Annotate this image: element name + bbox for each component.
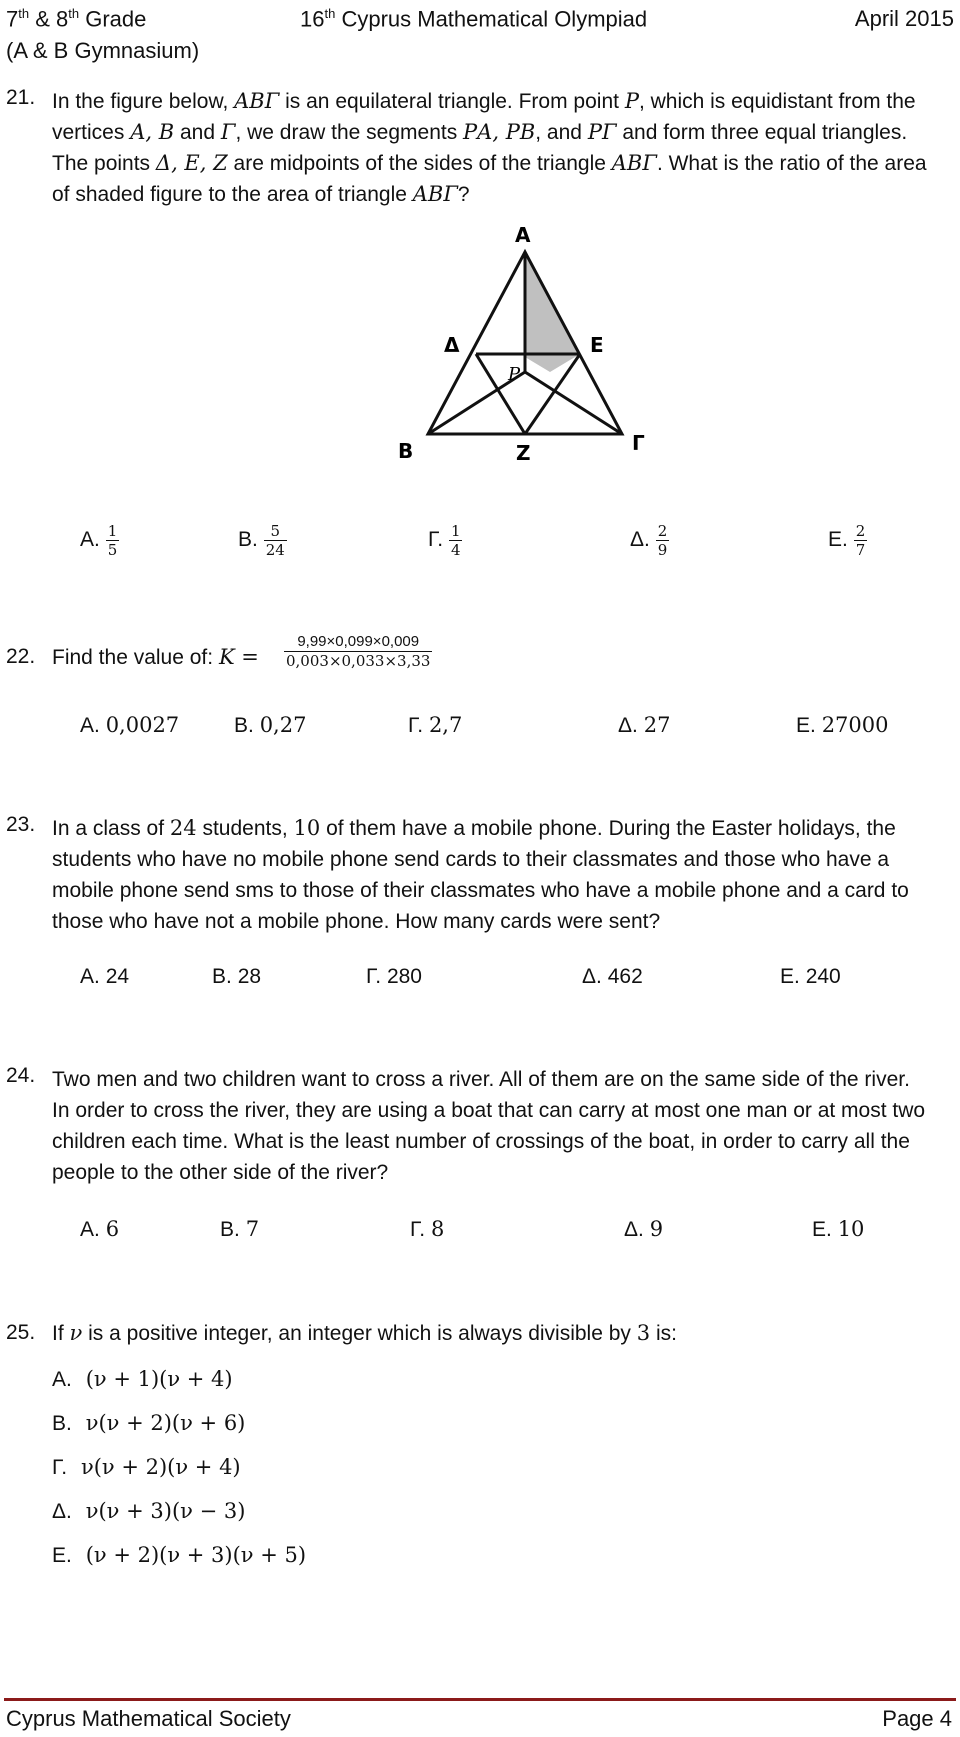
q23-option-a: A. 24 xyxy=(80,965,130,988)
grade-number: 7 xyxy=(6,6,19,32)
q23-option-d: Δ. 462 xyxy=(582,965,643,988)
grade-suffix: th xyxy=(18,6,30,21)
label-g: Γ xyxy=(632,431,645,455)
footer-page-number: Page 4 xyxy=(882,1706,952,1731)
label-p: P xyxy=(508,364,521,385)
q25-option-b: B. ν(ν + 2)(ν + 6) xyxy=(52,1411,246,1435)
olympiad-suffix: th xyxy=(324,6,336,21)
q24-option-e: E. 10 xyxy=(812,1217,865,1241)
olympiad-title xyxy=(300,6,647,32)
q24-option-g: Γ. 8 xyxy=(410,1217,445,1241)
label-d: Δ xyxy=(444,333,460,357)
question-24-text: Two men and two children want to cross a river. All of them are on the same side of the river. In order to cross the river, they are using a boat that can carry at most one man or at most two children each time. What is the least number of crossings of the boat, in order to carry all the people to the other side of the river? xyxy=(52,1068,926,1184)
header-date: April 2015 xyxy=(854,6,954,31)
q21-option-g: Γ. $\frac{1}{4}$ xyxy=(428,522,461,559)
question-22-number: 22. xyxy=(6,645,36,668)
olympiad-name: Cyprus Mathematical Olympiad xyxy=(341,6,648,32)
q23-option-g: Γ. 280 xyxy=(366,965,422,988)
question-25-text: If ν is a positive integer, an integer which is always divisible by 3 is: xyxy=(52,1321,677,1345)
q22-option-g: Γ. 2,7 xyxy=(408,713,463,737)
q22-option-b: B. 0,27 xyxy=(234,713,307,737)
label-a: A xyxy=(515,223,531,247)
question-23-text: In a class of 24 students, 10 of them have a mobile phone. During the Easter holidays, the students who have no mobile phone send cards to their classmates and those who have a mobile phone send sms to those of their classmates who have a mobile phone and a card to those who have not a mobile phone. How many cards were sent? xyxy=(52,816,909,933)
olympiad-number: 16 xyxy=(300,6,325,32)
question-21-text: In the figure below, ΑΒΓ is an equilateral triangle. From point Ρ, which is equidistant from the vertices Α, Β and Γ, we draw the segments ΡΑ, ΡΒ, and ΡΓ and form three equal triangles. The points Δ, Ε, Ζ are midpoints of the sides of the triangle ΑΒΓ. What is the ratio of the area of shaded figure to the area of triangle ΑΒΓ? xyxy=(52,89,927,206)
triangle-figure xyxy=(390,222,660,472)
footer-society: Cyprus Mathematical Society xyxy=(6,1706,291,1731)
q21-option-a: A. $\frac{1}{5}$ xyxy=(80,522,118,559)
q25-option-e: E. (ν + 2)(ν + 3)(ν + 5) xyxy=(52,1543,307,1567)
label-b: B xyxy=(398,439,414,463)
q23-option-b: B. 28 xyxy=(212,965,262,988)
question-21-number: 21. xyxy=(6,86,36,109)
q23-option-e: E. 240 xyxy=(780,965,841,988)
q25-option-g: Γ. ν(ν + 2)(ν + 4) xyxy=(52,1455,241,1479)
q21-option-b: B. $\frac{5}{24}$ xyxy=(238,522,285,559)
grade-second: & 8 xyxy=(35,6,69,32)
q24-option-d: Δ. 9 xyxy=(624,1217,664,1241)
segment-pg xyxy=(525,372,622,434)
q21-option-e: E. $\frac{2}{7}$ xyxy=(828,522,866,559)
footer-rule xyxy=(4,1698,956,1701)
q25-option-d: Δ. ν(ν + 3)(ν − 3) xyxy=(52,1499,246,1523)
label-z: Z xyxy=(516,441,531,465)
q22-option-a: A. 0,0027 xyxy=(80,713,180,737)
q25-option-a: A. (ν + 1)(ν + 4) xyxy=(52,1367,233,1391)
question-23-number: 23. xyxy=(6,813,36,836)
question-25-number: 25. xyxy=(6,1321,36,1344)
question-22-fraction: $\frac{9,99\times 0,099\times 0,009}{0,003\times 0,033\times 3,33}$ xyxy=(286,633,431,670)
label-e: E xyxy=(590,333,604,357)
q24-option-b: B. 7 xyxy=(220,1217,260,1241)
question-24-number: 24. xyxy=(6,1064,36,1087)
grade-suffix-2: th xyxy=(68,6,80,21)
grade-subheading: (A & B Gymnasium) xyxy=(6,38,200,63)
q22-option-d: Δ. 27 xyxy=(618,713,671,737)
q22-option-e: E. 27000 xyxy=(796,713,889,737)
question-22-text: Find the value of: K = xyxy=(52,645,259,669)
grade-heading xyxy=(6,6,146,32)
q24-option-a: A. 6 xyxy=(80,1217,120,1241)
q21-option-d: Δ. $\frac{2}{9}$ xyxy=(630,522,668,559)
grade-word: Grade xyxy=(85,6,147,32)
